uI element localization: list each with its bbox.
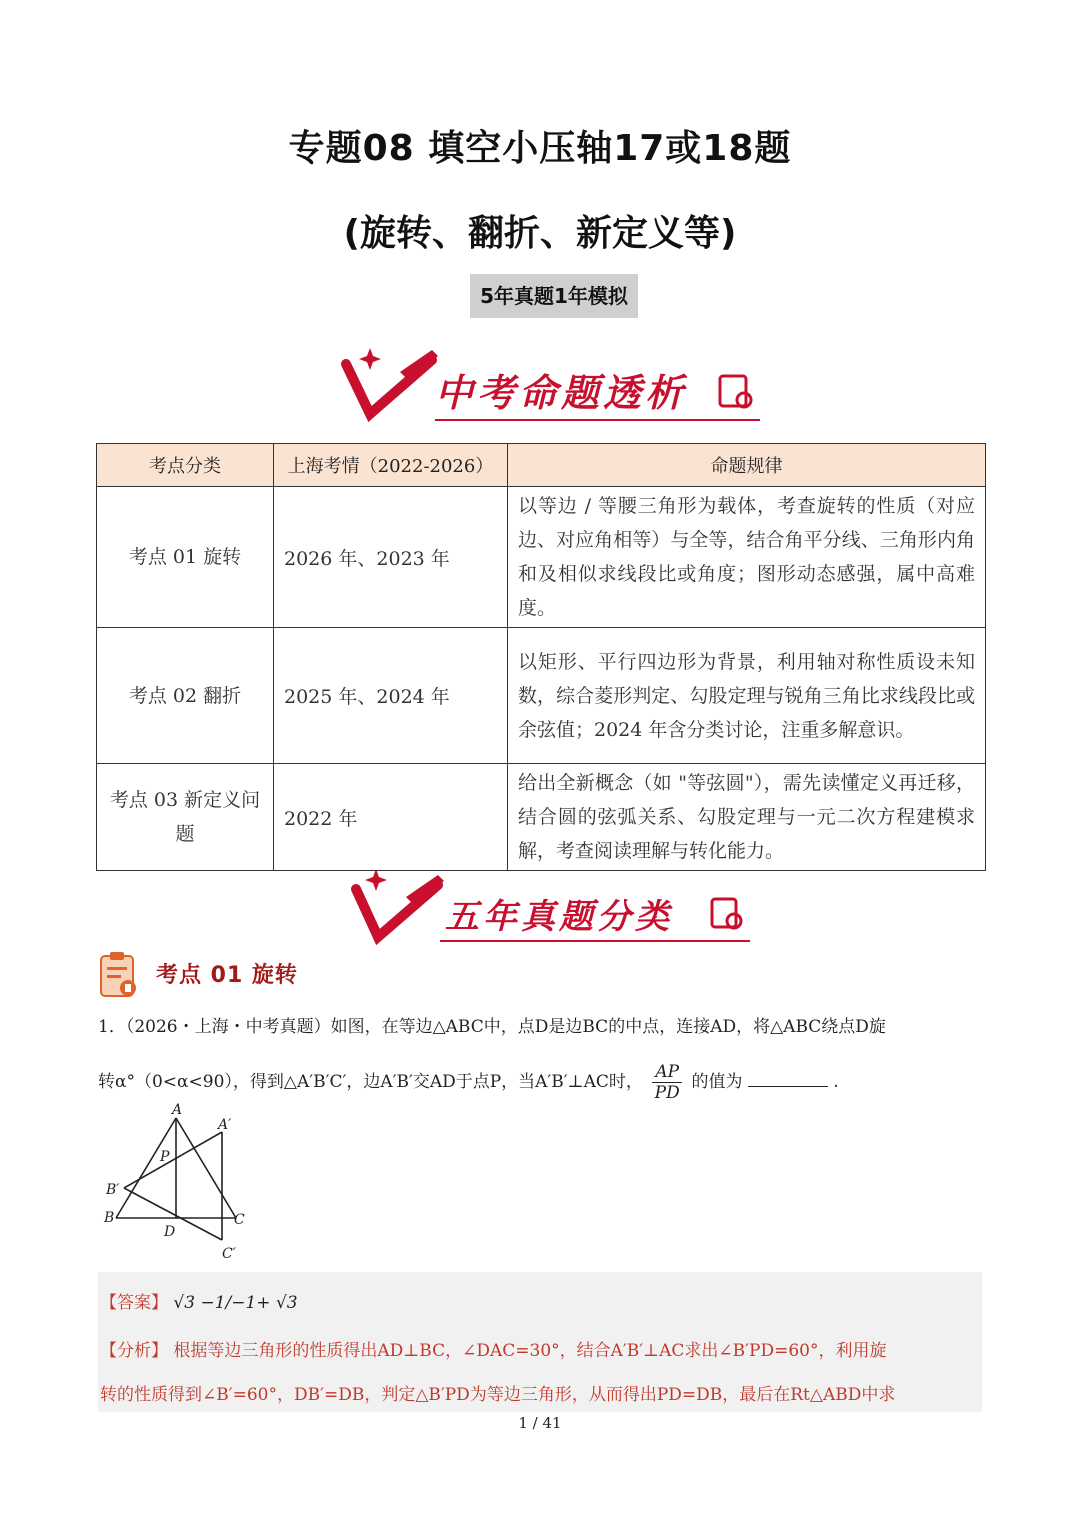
label-A: A xyxy=(172,1102,183,1118)
table-cell-category: 考点 02 翻折 xyxy=(97,628,274,764)
section-banner-analysis xyxy=(340,342,770,422)
tag-label: 5年真题1年模拟 xyxy=(470,274,638,318)
table-cell-rule: 给出全新概念（如 "等弦圆"），需先读懂定义再迁移，结合圆的弦弧关系、勾股定理与一元二次方程建模求解，考查阅读理解与转化能力。 xyxy=(508,764,986,871)
label-B1: B′ xyxy=(106,1182,120,1198)
answer-label: 【答案】 xyxy=(100,1293,168,1313)
analysis-line: 转的性质得到∠B′=60°，DB′=DB，判定△B′PD为等边三角形，从而得出PD=DB，最后在Rt△ABD中求 xyxy=(100,1385,896,1405)
segment-AB xyxy=(116,1118,176,1218)
section-title: 考点 01 旋转 xyxy=(156,963,298,988)
page-subtitle: (旋转、翻折、新定义等) xyxy=(343,213,737,254)
table-row xyxy=(97,487,986,628)
label-P: P xyxy=(160,1149,170,1165)
table-cell-years: 2026 年、2023 年 xyxy=(274,487,508,628)
clipboard-icon xyxy=(98,950,138,998)
question-text-line2 xyxy=(98,1062,988,1103)
section-header xyxy=(98,950,398,1000)
label-C1: C′ xyxy=(222,1246,236,1262)
answer-box xyxy=(98,1272,982,1412)
table-cell-rule: 以矩形、平行四边形为背景，利用轴对称性质设未知数，综合菱形判定、勾股定理与锐角三角比求线段比或余弦值；2024 年含分类讨论，注重多解意识。 xyxy=(508,628,986,764)
table-cell-years: 2025 年、2024 年 xyxy=(274,628,508,764)
geometry-figure xyxy=(96,1100,256,1270)
analysis-text: 根据等边三角形的性质得出AD⊥BC，∠DAC=30°，结合A′B′⊥AC求出∠B′PD=60°，利用旋 xyxy=(173,1341,887,1361)
fraction-numerator: AP xyxy=(652,1062,682,1083)
analysis-table xyxy=(96,443,986,871)
question-text: . xyxy=(833,1072,839,1092)
label-C: C xyxy=(234,1212,245,1228)
segment-AC xyxy=(176,1118,236,1218)
fraction-denominator: PD xyxy=(654,1083,680,1103)
table-cell-years: 2022 年 xyxy=(274,764,508,871)
table-header-rule: 命题规律 xyxy=(508,444,986,487)
label-B: B xyxy=(104,1210,115,1226)
table-cell-category: 考点 03 新定义问题 xyxy=(97,764,274,871)
table-cell-category: 考点 01 旋转 xyxy=(97,487,274,628)
table-row xyxy=(97,764,986,871)
section-banner-classification xyxy=(340,865,770,945)
segment-A1B1 xyxy=(124,1132,222,1188)
label-A1: A′ xyxy=(218,1117,232,1133)
question-text: 转α°（0<α<90），得到△A′B′C′，边A′B′交AD于点P，当A′B′⊥AC时， xyxy=(98,1072,643,1092)
page-title: 专题08 填空小压轴17或18题 xyxy=(288,128,792,169)
answer-value: √3 −1/−1+ √3 xyxy=(173,1293,298,1313)
page-number: 1 / 41 xyxy=(518,1414,562,1432)
question-text-line1: 1．（2026・上海・中考真题）如图，在等边△ABC中，点D是边BC的中点，连接AD，将△ABC绕点D旋 xyxy=(98,1017,886,1037)
question-text: 的值为 xyxy=(691,1072,743,1092)
table-header-years: 上海考情（2022-2026） xyxy=(274,444,508,487)
table-header-category: 考点分类 xyxy=(97,444,274,487)
table-cell-rule: 以等边 / 等腰三角形为载体，考查旋转的性质（对应边、对应角相等）与全等，结合角平分线、三角形内角和及相似求线段比或角度；图形动态感强，属中高难度。 xyxy=(508,487,986,628)
analysis-label: 【分析】 xyxy=(100,1341,168,1361)
fraction xyxy=(652,1062,682,1103)
banner-title: 五年真题分类 xyxy=(445,897,673,937)
label-D: D xyxy=(164,1224,176,1240)
table-row xyxy=(97,628,986,764)
analysis-line xyxy=(100,1336,886,1361)
answer-blank xyxy=(748,1070,828,1087)
banner-title: 中考命题透析 xyxy=(435,371,688,415)
answer-line xyxy=(100,1288,298,1313)
